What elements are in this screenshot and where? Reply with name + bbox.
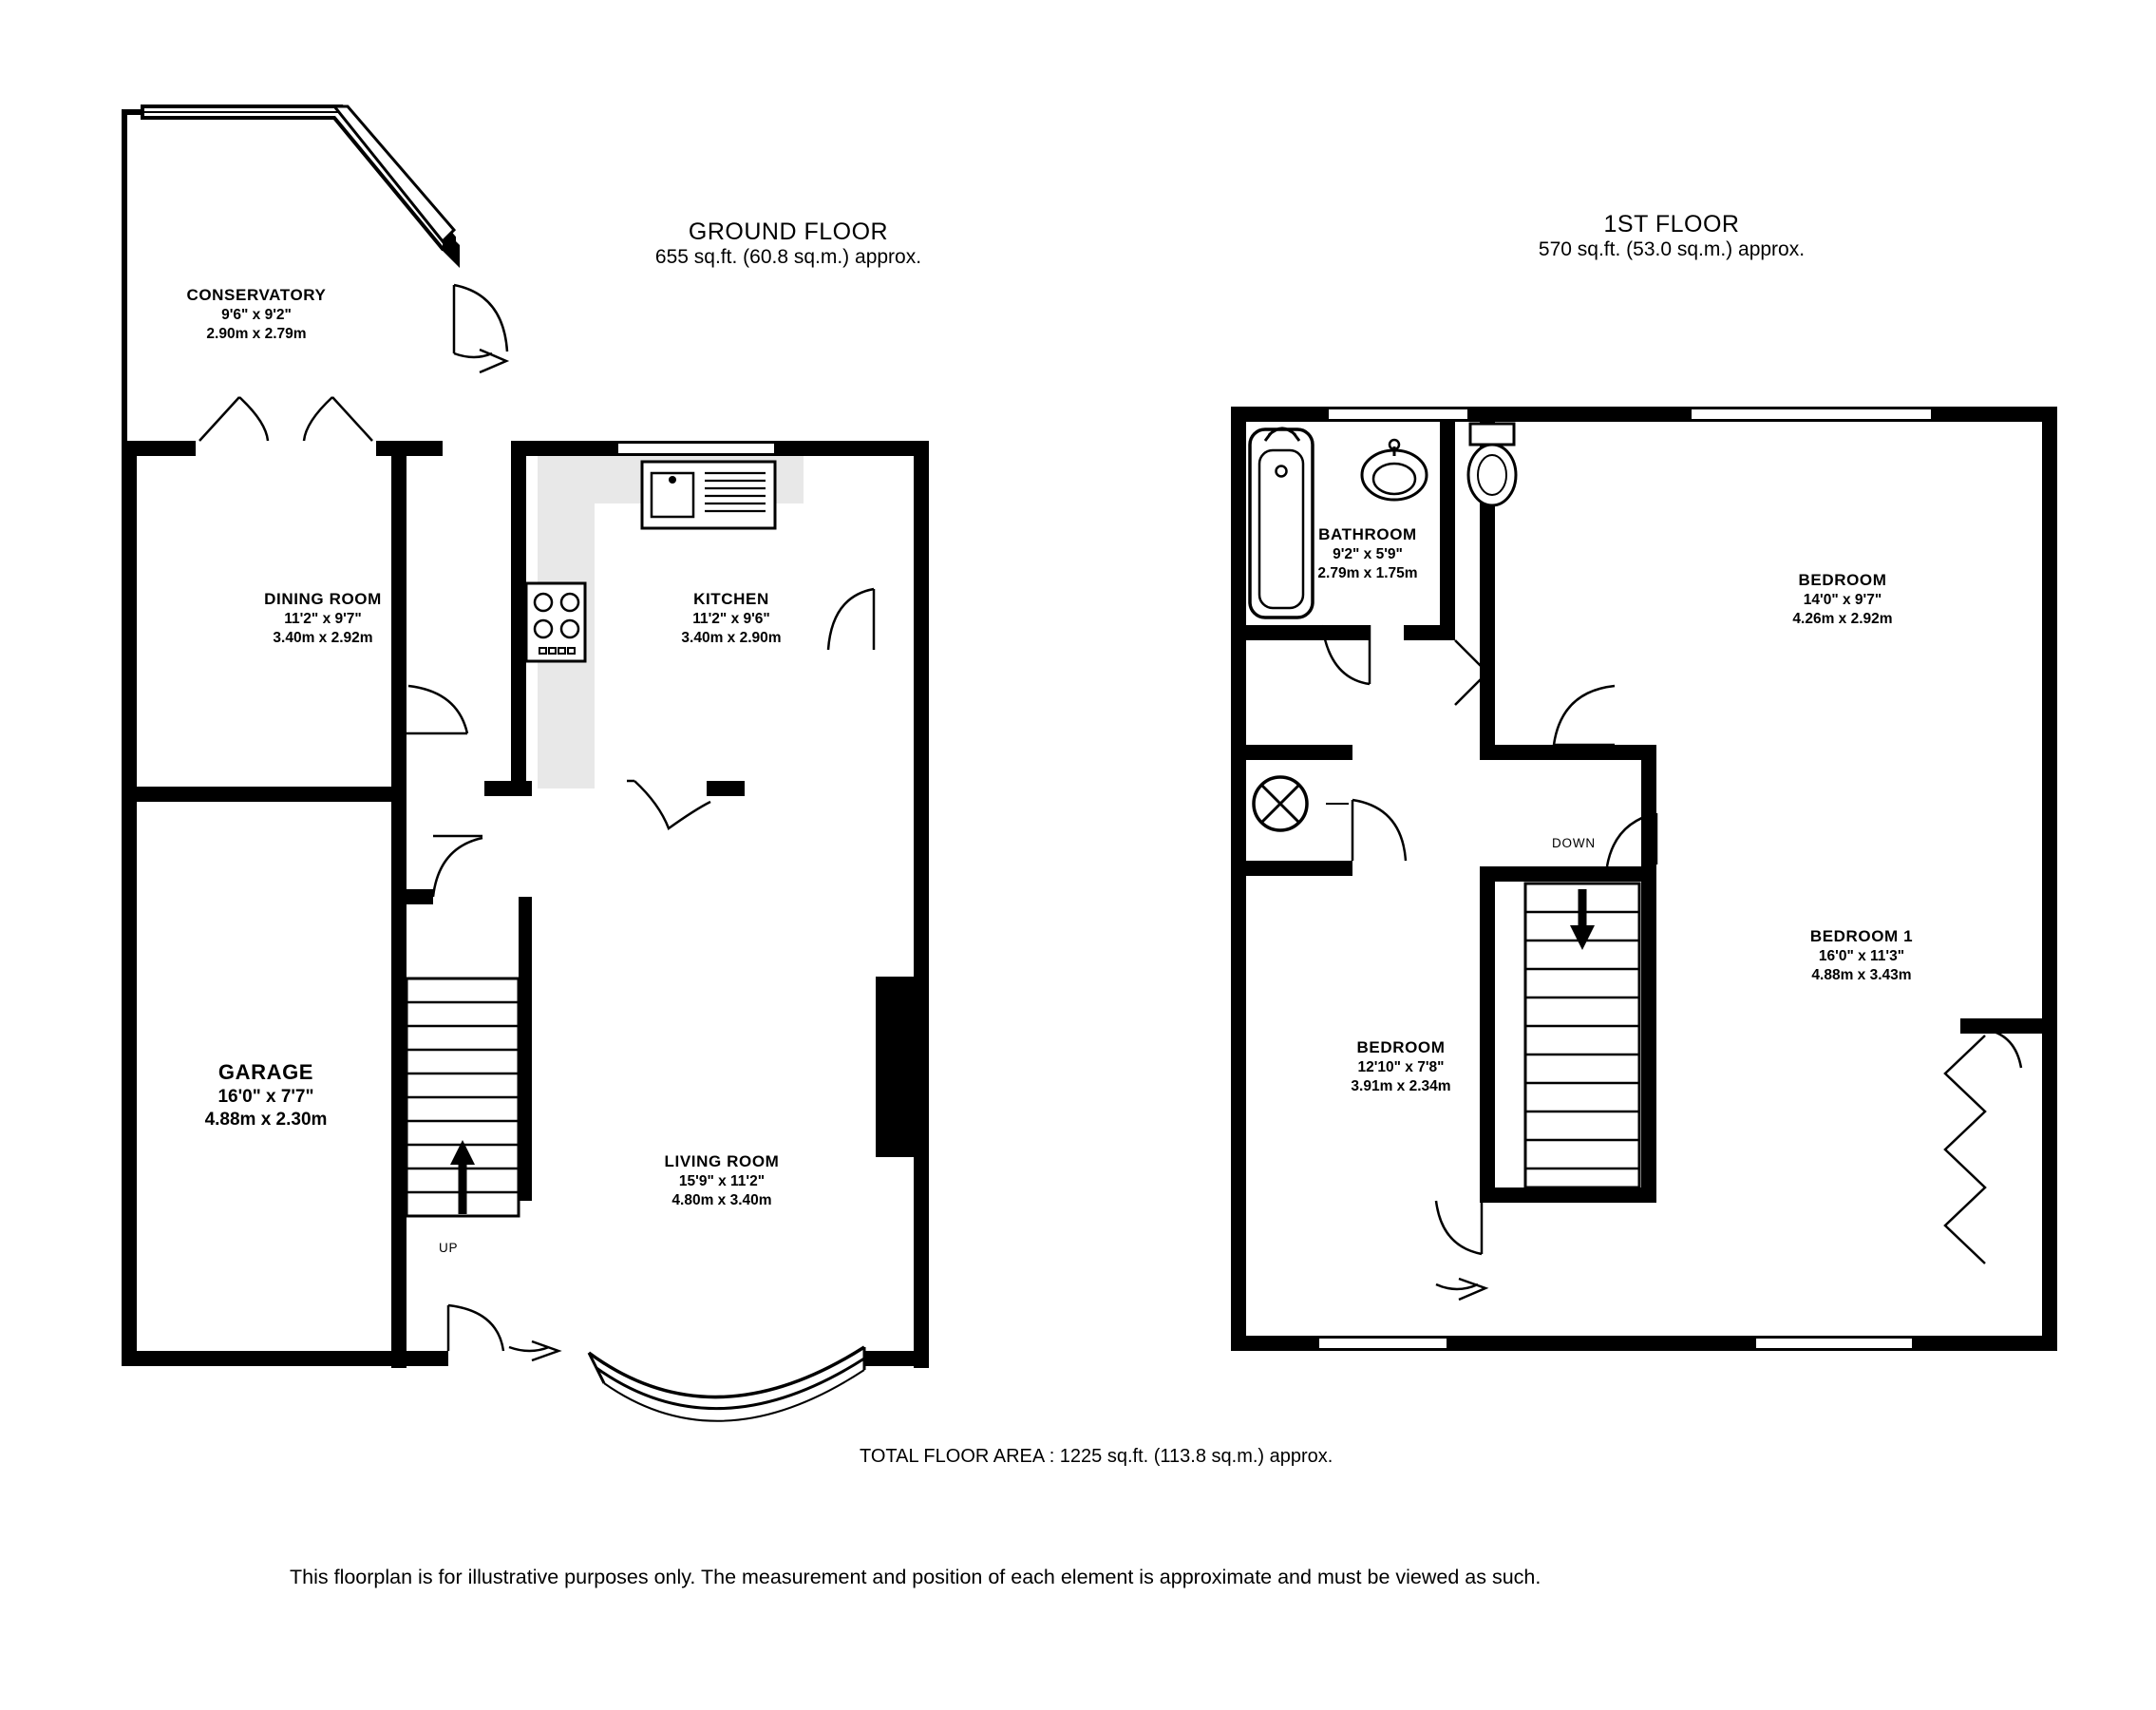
stair-down-label: DOWN [1552,836,1596,850]
total-floor-area: TOTAL FLOOR AREA : 1225 sq.ft. (113.8 sq.m.) approx. [860,1446,1333,1467]
first-floor-area-text: 570 sq.ft. (53.0 sq.m.) approx. [1538,238,1806,260]
room-label-bedroom-2: BEDROOM 14'0" x 9'7" 4.26m x 2.92m [1792,571,1893,627]
stair-up-label: UP [439,1241,459,1255]
room-label-bedroom-1: BEDROOM 1 16'0" x 11'3" 4.88m x 3.43m [1809,927,1914,983]
room-label-dining-room: DINING ROOM 11'2" x 9'7" 3.40m x 2.92m [264,590,382,646]
disclaimer-text: This floorplan is for illustrative purposes only. The measurement and position of each element is approximate and must be viewed as such. [290,1566,1541,1588]
room-label-living-room: LIVING ROOM 15'9" x 11'2" 4.80m x 3.40m [664,1152,780,1208]
ground-floor-area-text: 655 sq.ft. (60.8 sq.m.) approx. [654,246,922,268]
first-floor-title-text: 1ST FLOOR [1603,211,1740,238]
room-label-garage: GARAGE 16'0" x 7'7" 4.88m x 2.30m [204,1060,328,1130]
ground-floor-title-text: GROUND FLOOR [688,218,889,245]
room-label-bedroom-3: BEDROOM 12'10" x 7'8" 3.91m x 2.34m [1351,1038,1451,1094]
room-label-bathroom: BATHROOM 9'2" x 5'9" 2.79m x 1.75m [1317,525,1418,581]
room-label-conservatory: CONSERVATORY 9'6" x 9'2" 2.90m x 2.79m [186,286,327,342]
room-label-kitchen: KITCHEN 11'2" x 9'6" 3.40m x 2.90m [681,590,782,646]
